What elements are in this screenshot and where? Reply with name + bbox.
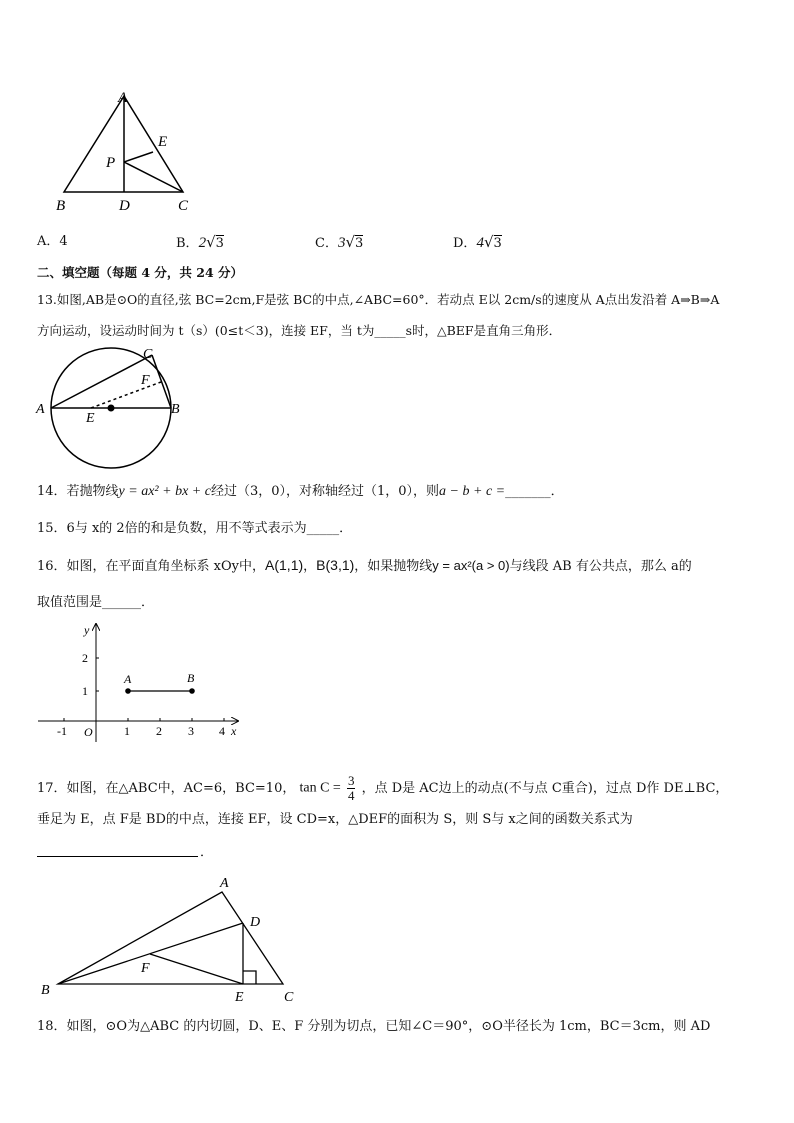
option-c-coef: 3: [337, 235, 346, 251]
q16-line1: 16．如图，在平面直角坐标系 xOy中，A(1,1)，B(3,1)，如果抛物线y = ax²(a > 0)与线段 AB 有公共点，那么 a的: [37, 557, 692, 574]
q14-expr: y = ax² + bx + c: [118, 484, 211, 499]
dashed-ef: [91, 382, 161, 408]
section-title-fill-in: 二、填空题（每题 4 分，共 24 分）: [37, 265, 244, 280]
q15: 15．6与 x的 2倍的和是负数，用不等式表示为_____．: [37, 521, 353, 536]
x-tick-1: 1: [124, 724, 130, 738]
option-c: C．3√3: [315, 233, 364, 251]
label-e13: E: [86, 411, 95, 426]
label-a17: A: [220, 876, 229, 891]
option-b-coef: 2: [198, 235, 207, 251]
label-b13: B: [171, 402, 180, 417]
q18: 18．如图，⊙O为△ABC 的内切圆，D、E、F 分别为切点，已知∠C＝90°，⊙O半径长为 1cm，BC＝3cm，则 AD: [37, 1019, 711, 1034]
label-e17: E: [235, 990, 244, 1005]
q13-circle-figure: [34, 344, 194, 472]
label-p: P: [106, 155, 116, 171]
axis-label-x: x: [231, 724, 237, 738]
q13-line2: 方向运动，设运动时间为 t（s）(0≤t＜3)，连接 EF，当 t为_____s时，△BEF是直角三角形．: [37, 323, 562, 338]
segment-pe: [124, 152, 153, 162]
origin-label: O: [84, 725, 93, 739]
option-d: D．4√3: [453, 233, 502, 251]
option-c-radicand: 3: [355, 236, 364, 251]
label-b17: B: [41, 983, 50, 998]
option-b: B．2√3: [176, 233, 224, 251]
label-f13: F: [141, 373, 150, 388]
point-label-b: B: [187, 671, 195, 685]
q12-triangle-figure: [50, 86, 200, 216]
right-angle-mark: [243, 971, 256, 984]
q17-triangle-figure: [36, 870, 316, 1005]
x-tick-3: 3: [188, 724, 194, 738]
label-f17: F: [141, 961, 150, 976]
chord-ac: [51, 355, 152, 408]
label-a13: A: [36, 402, 45, 417]
q16-point-a: A(1,1): [265, 557, 304, 573]
center-dot: [108, 405, 115, 412]
label-e: E: [158, 134, 168, 150]
x-tick-4: 4: [219, 724, 225, 738]
x-tick-neg1: -1: [57, 724, 67, 738]
option-b-radicand: 3: [215, 236, 224, 251]
label-b: B: [56, 198, 66, 214]
chord-bc: [152, 355, 171, 408]
tan-label: tan C =: [299, 780, 341, 796]
label-d17: D: [250, 915, 261, 930]
q16-line2: 取值范围是______．: [37, 595, 155, 610]
label-d: D: [119, 198, 130, 214]
label-a: A: [118, 90, 128, 106]
label-c17: C: [284, 990, 294, 1005]
q17-line2: 垂足为 E，点 F是 BD的中点，连接 EF，设 CD=x，△DEF的面积为 S，则 S与 x之间的函数关系式为: [37, 812, 633, 827]
segment-fe: [150, 954, 243, 984]
q16-parabola: y = ax²(a > 0): [432, 558, 510, 573]
q16-point-b: B(3,1): [316, 557, 355, 573]
tan-fraction: [347, 774, 356, 803]
x-tick-2: 2: [156, 724, 162, 738]
q14: 14．若抛物线y = ax² + bx + c经过（3，0），对称轴经过（1，0），则a − b + c =_______．: [37, 484, 564, 499]
point-label-a: A: [124, 672, 132, 686]
y-tick-2: 2: [82, 651, 88, 665]
axis-label-y: y: [84, 623, 90, 637]
y-tick-1: 1: [82, 684, 88, 698]
option-d-radicand: 3: [493, 236, 502, 251]
point-a: [125, 688, 131, 694]
triangle-abc17: [58, 892, 283, 984]
option-a: A．4: [37, 234, 68, 249]
tan-numerator: 3: [347, 773, 355, 788]
tan-denominator: 4: [347, 788, 355, 803]
label-c: C: [178, 198, 189, 214]
q13-line1: 13.如图,AB是⊙O的直径,弦 BC=2cm,F是弦 BC的中点,∠ABC=60°．若动点 E以 2cm/s的速度从 A点出发沿着 A⇒B⇒A: [37, 292, 720, 307]
q14-expr2: a − b + c =: [439, 484, 506, 499]
q17-line1: 17．如图，在△ABC中，AC=6，BC=10， tan C = $\frac{3}{4}$ ，点 D是 AC边上的动点(不与点 C重合)，过点 D作 DE⊥BC，: [37, 773, 729, 803]
q16-coordinate-figure: [34, 618, 249, 746]
q17-answer-blank: [37, 855, 198, 857]
point-b: [189, 688, 195, 694]
label-c13: C: [143, 347, 153, 362]
q17-line3-end: ．: [200, 845, 214, 860]
option-d-coef: 4: [476, 235, 484, 251]
